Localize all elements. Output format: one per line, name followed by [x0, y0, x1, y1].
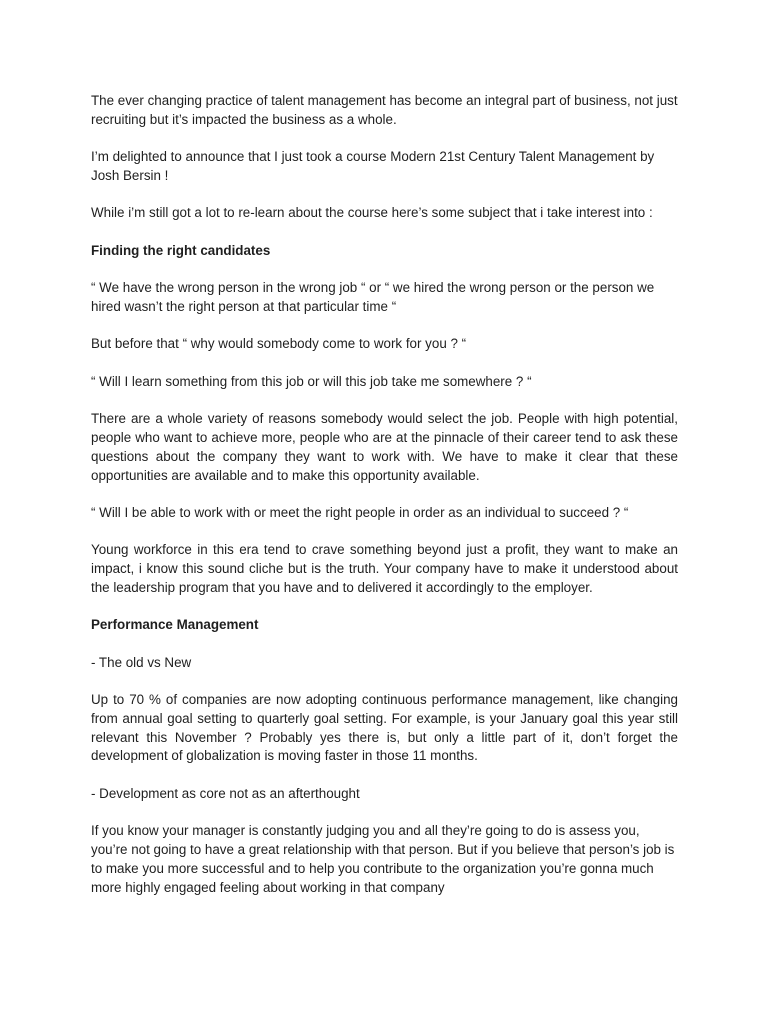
heading-finding-candidates: Finding the right candidates [91, 242, 271, 258]
list-item-old-vs-new: - The old vs New [91, 654, 192, 670]
paragraph-wrong-person-quote: “ We have the wrong person in the wrong job “ or “ we hired the wrong person or the person we hired wasn’t the right person at that particular time “ [91, 280, 655, 314]
paragraph-reasons: There are a whole variety of reasons somebody would select the job. People with high potential, people who want to achieve more, people who are at the pinnacle of their career tend to ask these questions about the company they want to work with. We have to make it clear that these opportunities are available and to make this opportunity available. [91, 411, 678, 483]
paragraph-will-i-learn-quote: “ Will I learn something from this job or will this job take me somewhere ? “ [91, 373, 532, 389]
heading-performance-management: Performance Management [91, 617, 259, 633]
paragraph-why-work-for-you: But before that “ why would somebody come to work for you ? “ [91, 336, 467, 352]
paragraph-young-workforce: Young workforce in this era tend to crave something beyond just a profit, they want to make an impact, i know this sound cliche but is the truth. Your company have to make it understood about the leadership program that you have and to delivered it accordingly to the employer. [91, 542, 678, 595]
document-page [91, 92, 678, 916]
list-item-development-core: - Development as core not as an afterthought [91, 785, 360, 801]
paragraph-subjects-intro: While i’m still got a lot to re-learn about the course here’s some subject that i take interest into : [91, 205, 653, 221]
paragraph-right-people-quote: “ Will I be able to work with or meet the right people in order as an individual to succeed ? “ [91, 504, 629, 520]
paragraph-course-announcement: I’m delighted to announce that I just took a course Modern 21st Century Talent Management by Josh Bersin ! [91, 149, 655, 183]
paragraph-continuous-performance: Up to 70 % of companies are now adopting continuous performance management, like changing from annual goal setting to quarterly goal setting. For example, is your January goal this year still relevant this November ? Probably yes there is, but only a little part of it, don’t forget the development of globalization is moving faster in those 11 months. [91, 692, 678, 764]
paragraph-intro: The ever changing practice of talent management has become an integral part of business, not just recruiting but it’s impacted the business as a whole. [91, 93, 678, 127]
paragraph-manager-relationship: If you know your manager is constantly judging you and all they’re going to do is assess you, you’re not going to have a great relationship with that person. But if you believe that person’s job is to make you more successful and to help you contribute to the organization you’re gonna much more highly engaged feeling about working in that company [91, 823, 675, 895]
